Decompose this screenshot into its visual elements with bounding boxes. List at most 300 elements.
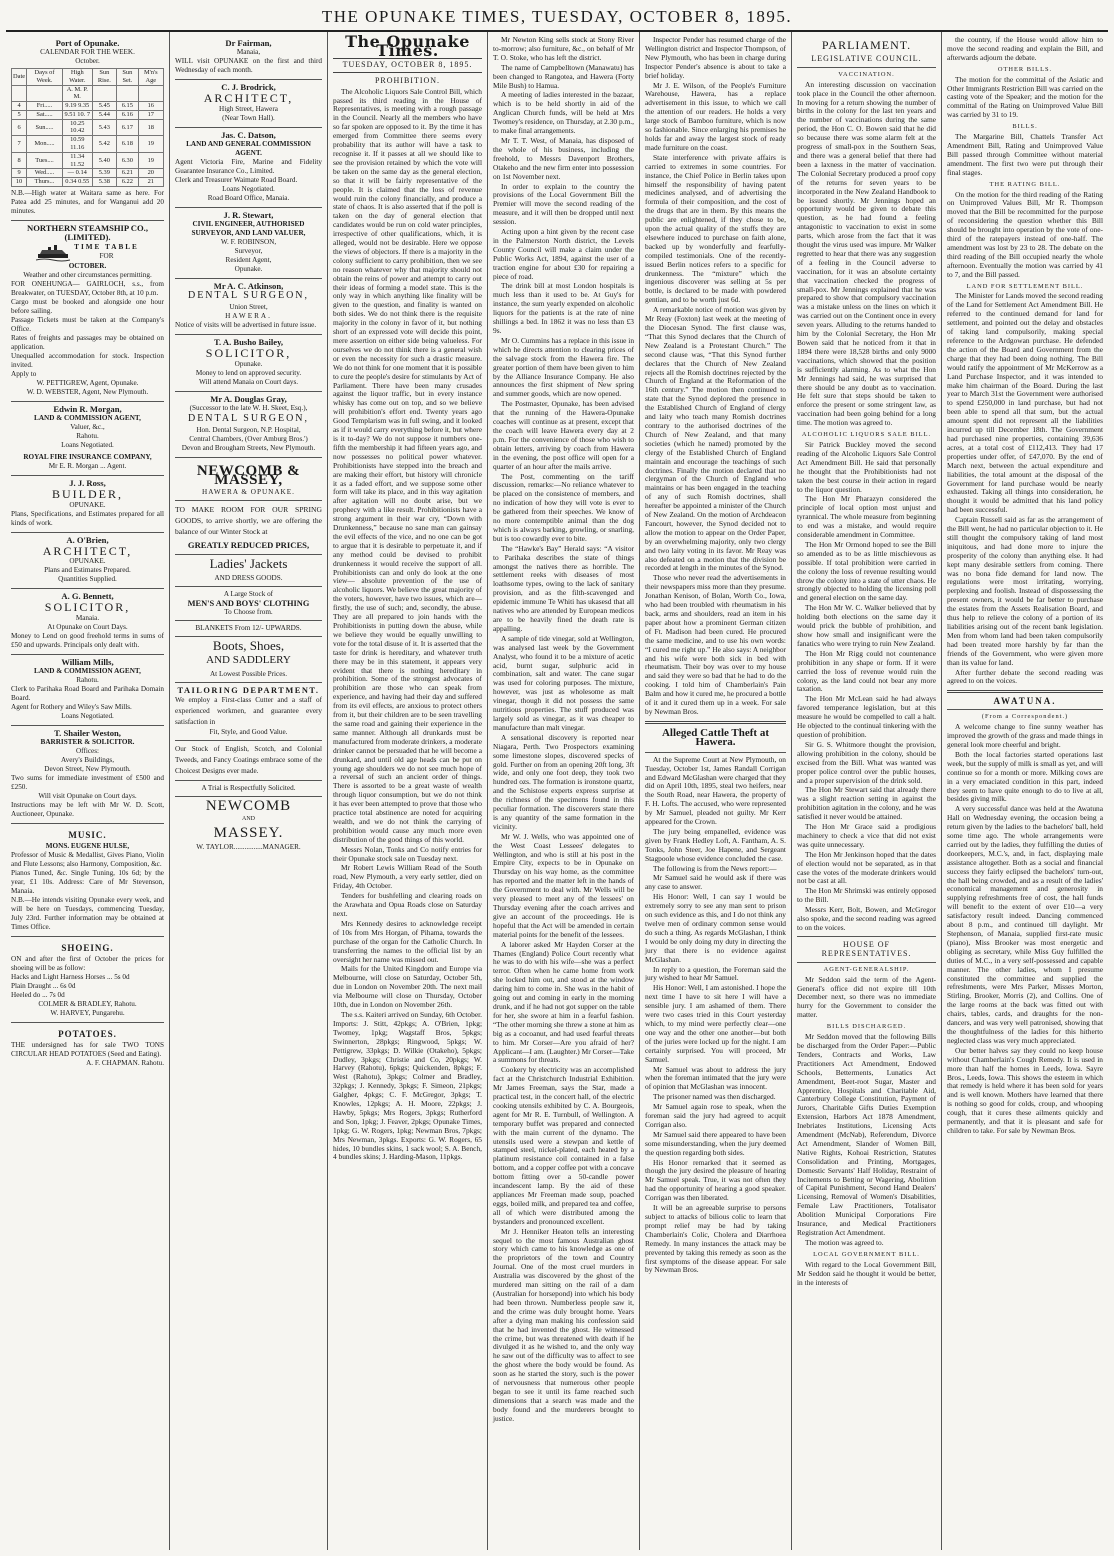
rating-bill-heading: THE RATING BILL. (989, 180, 1061, 188)
article-paragraph: His Honor: Well, I can say I would be extremely sorry to see any man sent to prison on such evidence as this, and I do not think any twelve men of ordinary common sense would do such a thing. As regards McGlashan, I think I would be only doing my duty in directing the jury that there is no evidence against McGlashan. (645, 892, 786, 964)
steamship-for: FOR (99, 251, 114, 260)
tide-cell: 6.30 (117, 152, 139, 169)
other-bills-heading: OTHER BILLS. (997, 65, 1053, 73)
nm-head-4: Boots, Shoes, (212, 637, 285, 653)
shoeing-body: ON and after the first of October the prices for shoeing will be as follow: (11, 954, 164, 972)
paper-title: The Opunake Times. (345, 32, 470, 60)
article-paragraph: The Hon Mr Rigg could not countenance prohibition in any shape or form. If it were carried the loss of revenue would ruin the colony, as the land could not bear any more taxation. (797, 648, 936, 694)
article-paragraph: Mr O. Cummins has a replace in this issue in which he directs attention to clearing prices of the salvage stock from the Hawera fire. The greater portion of them have been given to him by the Alliance Insurance Company. He also announces the first shipment of New spring and summer goods, which are now opened. (493, 335, 635, 399)
datson-title: LAND AND GENERAL COMMISSION AGENT. (186, 139, 311, 157)
datson-body-4: Road Board Office, Manaia. (207, 193, 290, 202)
news-body (645, 36, 786, 717)
awatuna-subtitle: (From a Correspondent.) (981, 713, 1069, 721)
article-paragraph: Mails for the United Kingdom and Europe via Melbourne, will close on Saturday, October 5th, due in London on November 20th. The next mail via Melbourne will close on Thursday, October 10th, due in London on November 26th. (333, 964, 482, 1010)
bailey-place: Opunake. (234, 360, 263, 369)
article-paragraph: Mr J. Henniker Heaton tells an interesting sequel to the most famous Australian ghost story which came to his knowledge as one of the proprietors of the town and Country Journal. One of the most cruel murders in Australia was discovered by the ghost of the murdered man sitting on the rail of a dam (Australian for horsepond) into which his body had been thrown. Numberless people saw it, and the crime was duly brought home. Years after a dying man making his confession said that he had invented the ghost. He witnessed the crime, but was threatened with death if he divulged it as he wished to, and the only way he saw out of the difficulty was to affect to see the ghost where the body would be found. As soon as he started the story, such is the power of nervousness that numerous other people began to see it until its fame reached such dimensions that a search was made and the body found and the murderers brought to justice. (493, 1226, 634, 1423)
fairman-ad (175, 36, 322, 80)
datson-body-1: Agent Victoria Fire, Marine and Fidelity Guarantee Insurance Co., Limited. (175, 157, 322, 175)
house-heading: HOUSE OF REPRESENTATIVES. (821, 939, 912, 958)
editorial-section-title: PROHIBITION. (374, 75, 441, 85)
article-paragraph: Sir Patrick Buckley moved the second reading of the Alcoholic Liquors Sale Control Act Amendment Bill. He said that personally he thought that the Prohibitionists had not taken the best course in their action in regard to the liquor question. (797, 439, 936, 494)
port-title: Port of Opunake. (55, 38, 120, 48)
tide-row (12, 169, 164, 178)
nm-signature-2: MASSEY. (213, 825, 284, 842)
morgan-ad (11, 402, 164, 476)
article-paragraph: The Margarine Bill, Chattels Transfer Act Amendment Bill, Rating and Unimproved Value Bill passed through Committee without material amendment. The first two were put through their final stages. (947, 132, 1103, 177)
datson-ad (175, 128, 322, 208)
article-paragraph: Mr W. J. Wells, who was appointed one of the West Coast Lessees' delegates to Wellington, and who is still at his post in the Empire City, expects to be in Opunake on Thursday on his way home, as the committee has reported and the matter left in the hands of the Government to deal with. Mr Wells will be very pleased to meet any of the lessees' on Thursday evening after the coach arrives and give an account of the proceedings. He is hopeful that the Act will be amended in certain material points for the benefit of the lessees. (493, 831, 634, 939)
article-paragraph: In reply to a question, the Foreman said the jury wished to hear Mr Samuel. (645, 964, 786, 983)
fairman-name: Dr Fairman, (225, 38, 272, 48)
other-bills-body (947, 76, 1103, 121)
atkinson-ad (175, 279, 322, 336)
article-paragraph: The Postmaster, Opunake, has been advised that the running of the Hawera-Opunake coaches will continue as at present, except that the coach will leave Hawera every day at 2 p.m. For the convenience of those who wish to obtain letters, arriving by coach from Hawera in the evening, the post office will open for a quarter of an hour after the mails arrive. (493, 399, 634, 471)
article-paragraph: A sensational discovery is reported near Niagara, Perth. Two Prospectors examining some limestone slopes, discovered specks of gold. Further on from an opening 20ft long, 3ft wide, and only one foot deep, they took two hundred ozs. The formation is ironstone quartz, and the Schistose experts express surprise at the richness of the specimens found in this peculiar formation. The discoverers state there is any quantity of the same formation in the vicinity. (493, 732, 634, 831)
ross-title: BUILDER, (52, 486, 123, 501)
column-7 (942, 32, 1108, 1550)
tide-cell: Mon..... (27, 136, 63, 153)
nm-place: HAWERA & OPUNAKE. (202, 487, 295, 496)
mills-body-1: Clerk to Parihaka Road Board and Parihaka Domain Board. (11, 685, 164, 703)
bills-discharged-para-2: The motion was agreed to. (805, 1237, 884, 1247)
weston-title: BARRISTER & SOLICITOR. (40, 738, 135, 747)
potatoes-signature: A. F. CHAPMAN. Rahotu. (86, 1058, 164, 1067)
tide-cell: 6.18 (117, 136, 139, 153)
article-paragraph: On the motion for the third reading of the Rating on Unimproved Values Bill, Mr R. Thompson moved that the Bill be recommitted for the purpose of reconsidering the question whether this Bill should be brought into operation by the vote of one-third of the ratepayers instead of one-half. The amendment was lost by 23 to 28. The debate on the third reading of the Bill occupied nearly the whole afternoon. Eventually the motion was carried by 41 to 7, and the Bill passed. (947, 189, 1103, 279)
datson-name: Jas. C. Datson, (221, 129, 276, 140)
potatoes-title: POTATOES. (58, 1028, 117, 1039)
steamship-row (11, 242, 164, 262)
article-paragraph: Sir G. S. Whitmore thought the provision, allowing prohibition in the colony, should be excised from the Bill. What was wanted was proper police control over the public houses, and a proper supervision of the drink sold. (797, 739, 936, 785)
weston-body-2: Will visit Opunake on Court days. (38, 792, 137, 801)
tide-header: Sun Set. (117, 68, 139, 85)
stewart-sub-3: Resident Agent, (225, 255, 272, 264)
brodrick-ad (175, 80, 322, 128)
ross-ad (11, 476, 164, 533)
tide-cell: 18 (138, 119, 163, 136)
datson-body-2: Clerk and Treasurer Waimate Road Board. (175, 175, 298, 184)
music-ad (11, 824, 164, 937)
article-paragraph: The motion for the committal of the Asiatic and Other Immigrants Restriction Bill was carried on the casting vote of the Speaker; and the motion for the committal of the Rating on Unimproved Value Bill was carried by 31 to 19. (947, 74, 1103, 120)
stewart-sub-2: Surveyor, (234, 246, 263, 255)
tide-cell: 6.17 (117, 119, 139, 136)
tide-cell: 7 (12, 136, 27, 153)
article-paragraph: An interesting discussion on vaccination took place in the Council the other afternoon. In moving for a return showing the number of births in the colony for the last ten years and the number of vaccinations during the same period, the Hon C. O. Bowen said that he did so because there was some alarm felt at the progress of small-pox in the Southern Seas, and there was a general belief that there had been a laxness in the matter of vaccination. The Colonial Secretary produced a proof copy of the returns for seven years to be incorporated in the New Zealand Handbook to be issued shortly. Mr Jennings hoped an opportunity would be given to debate this question, as he had found a feeling antagonistic to vaccination to exist in some parts, which arose from the fact that it was thought the virus used was impure. Mr Walker regretted to hear that there was any suggestion of a feeling in the Council adverse to vaccination, for it was an absolute certainty that vaccination checked the progress of small-pox. Mr Jennings explained that he was prepared to show that compulsory vaccination was a mistake unless on the lines on which it was carried out on the Continent once in every seven years. Alluding to the returns handed to him by the Colonial Secretary, the Hon Mr Bowen said that he noticed from it that in 1894 there were 18,528 births and only 9000 vaccinations, which showed that the position is sufficiently alarming. As to what the Hon Mr Jennings had said, he was surprised that there should be any doubt as to vaccination. He felt sure that steps should be taken to enforce the present or some stringent law, as vaccination had been going behind for a long time. The motion was agreed to. (797, 79, 936, 428)
tide-cell: 10.25 10.42 (62, 119, 92, 136)
bennett-body-1: At Opunake on Court Days. (47, 623, 128, 632)
vaccination-body (797, 81, 936, 428)
article-paragraph: the country, if the House would allow him to move the second reading and explain the Bill, and afterwards adjourn the debate. (947, 35, 1103, 62)
article-paragraph: Cookery by electricity was an accomplished fact at the Christchurch Industrial Exhibition. Mr James Freeman, says the Star, made a practical test, in the concert hall, of the electric cooking utensils exhibited by C. A. Bourgeois, agent for Mr R. E. Turnbull, of Wellington. A temporary buffet was prepared and connected with the main current of the dynamo. The utensils used were a stewpan and kettle of stamped steel, nickel-plated, each heated by a platinum resistance coil contained in a false bottom, and a copper coffee pot with a concave bottom fitting over a 50-candle power incandescent lamp. By the aid of these appliances Mr Freeman made soup, poached eggs, boiled milk, and prepared tea and coffee, all of which were distributed among the bystanders and pronounced excellent. (493, 1065, 634, 1226)
article-paragraph: A remarkable notice of motion was given by Mr Reay (Foxton) last week at the meeting of the Diocesan Synod. The first clause was, “That this Synod declares that the Church of New Zealand is a Protestant Church.” The second clause was, “That this Synod further declares that the Church of New Zealand rejects all the Romish doctrines rejected by the Church of England at the Reformation of the 16th century.” The motion then continued to state that the Synod deplored the presence in the Established Church of England of clergy and laity who teach many Romish doctrines contrary to the authorised doctrines of the Church of New Zealand, and that many societies (which he named) promoted by the clergy of the Established Church of England maintain and encourage the teachings of such doctrines. Finally the motion declared that no clergyman of the Church of England who maintains or has been engaged in the teaching of any of such Romish doctrines, shall hereafter be appointed a minister of the Church of New Zealand. On the motion of Archdeacon Fancourt, however, the Synod decided not to allow the motion to appear on the Order Paper, by an overwhelming majority, only two clergy and two laity voting in its favor. Mr Reay was also defeated on a motion that the division be recorded at length in the minutes of the Synod. (645, 305, 786, 573)
tide-cell: 5.39 (92, 169, 116, 178)
tide-cell: Sat..... (27, 110, 63, 119)
nm-head-4b: AND SADDLERY (206, 653, 291, 666)
article-paragraph: Those who never read the advertisements in their newspapers miss more than they presume. Jonathan Kenison, of Bolan, Worth Co., Iowa, who had been troubled with rheumatism in his back, arms and shoulders, read an item in his paper about how a prominent German citizen of Ft. Madison had been cured. He procured the same medicine, and to use his own words: “I cured me right up.” He also says: A neighbor and his wife were both sick in bed with rheumatism. Their boy was over to my house and said they were so bad that he had to do the cooking. I told him of Chamberlain's Pain Balm and how it cured me, he procured a bottle of it and it cured them up in a week. For sale by Newman Bros. (645, 573, 786, 716)
morgan-line-1: Valuer, &c., (70, 422, 105, 431)
steamship-title: NORTHERN STEAMSHIP CO., (LIMITED). (27, 223, 148, 242)
liquors-heading: ALCOHOLIC LIQUORS SALE BILL. (801, 431, 932, 439)
nm-signature-1: NEWCOMB (205, 797, 292, 814)
mills-place: Rahotu. (76, 676, 99, 685)
tide-cell: 19 (138, 136, 163, 153)
morgan-title: LAND & COMMISSION AGENT, (34, 413, 141, 422)
article-paragraph: His Honor: Well, I am astonished. I hope the next time I have to sit here I will have a sensible jury. I am ashamed of them. There were two cases tried in this Court yesterday which, to my mind were perfectly clear—one one way and the other one another—but both of the juries were locked up for the night. I am certainly surprised. You will proceed, Mr Samuel. (645, 983, 786, 1064)
tide-body (12, 102, 164, 187)
tide-cell: 5.42 (92, 136, 116, 153)
tide-cell: 4 (12, 102, 27, 111)
column-2 (170, 32, 328, 1550)
article-paragraph: Mr Newton King sells stock at Stony River to-morrow; also furniture, &c., on behalf of Mr T. O. Stoke, who has left the district. (493, 35, 634, 62)
article-paragraph: The Hon Mr Shrimski was entirely opposed to the Bill. (797, 886, 936, 905)
article-paragraph: Messrs Kerr, Bolt, Bowen, and McGregor also spoke, and the second reading was agreed to on the voices. (797, 905, 936, 932)
tide-cell: 5.45 (92, 102, 116, 111)
article-paragraph: The Hon Mr Ormond hoped to see the Bill so amended as to be as little mischievous as possible. If total prohibition were carried in the colony the loss of revenue resulting would throw the colony into a state of utter chaos. He strongly objected to holding the licensing poll and general election on the same day. (797, 539, 936, 603)
column-4 (488, 32, 640, 1550)
nm-head-1: GREATLY REDUCED PRICES, (187, 539, 310, 550)
article-paragraph: His Honor remarked that it seemed as though the jury desired the pleasure of hearing Mr Samuel speak. True, it was not often they had the opportunity of hearing a good speaker. Corrigan was then liberated. (645, 1157, 786, 1203)
calendar-month: October. (75, 56, 100, 65)
steamship-weather: Weather and other circumstances permitting. (23, 270, 152, 279)
tide-cell: Wed..... (27, 169, 63, 178)
article-paragraph: The Hon Mr McLean said he had always favored temperance legislation, but at this measure he would be compelled to call a halt. He objected to the continual tinkering with the question of prohibition. (797, 694, 936, 739)
tide-cell: 6.21 (117, 169, 139, 178)
tide-row (12, 152, 164, 169)
steamship-ad (11, 221, 164, 402)
ross-name: J. J. Ross, (69, 477, 106, 488)
column-5 (640, 32, 792, 1550)
steamship-apply: Apply to (11, 369, 37, 378)
tide-cell: Thurs... (27, 178, 63, 187)
columns (6, 32, 1108, 1550)
nm-line-1: A Large Stock of (223, 589, 274, 598)
steamship-storage: Unequalled accommodation for stock. Inspection invited. (11, 351, 164, 369)
article-paragraph: Mr T. T. West, of Manaia, has disposed of the whole of his business, including the freehold, to Messrs Davenport Brothers, Otakeho and the new firm enter into possession on 1st November next. (493, 135, 634, 181)
article-paragraph: The Post, commenting on the tariff discussion, remarks:—No reliance whatever to be placed on the consistence of members, and no indication of how they will vote is ever to be gathered from their speeches. We know of no more contemptible animal than the dog which is always barking, growling, or snarling, but is too cowardly ever to bite. (493, 471, 634, 543)
shoeing-item: Plain Draught ... 6s 0d (11, 981, 76, 990)
parliament-title: PARLIAMENT. (821, 38, 912, 52)
music-name: MONS. EUGENE HULSE, (45, 841, 130, 850)
morgan-name: Edwin R. Morgan, (53, 403, 122, 414)
tide-table (11, 68, 164, 187)
cattle-theft-title: Alleged Cattle Theft at Hawera. (661, 726, 770, 748)
tide-cell: Tues.... (27, 152, 63, 169)
gray-title: DENTAL SURGEON, (187, 413, 310, 425)
agent-generalship-para: Mr Seddon said the term of the Agent-General's office did not expire till 10th December next, so there was no immediate hurry for the Government to consider the matter. (797, 974, 936, 1020)
stewart-ad (175, 208, 322, 279)
fire-insurance-agent: Mr E. R. Morgan ... Agent. (48, 461, 127, 470)
article-paragraph: The prisoner named was then discharged. (653, 1092, 776, 1102)
potatoes-ad (11, 1023, 164, 1072)
steamship-timetable: TIME TABLE (74, 242, 139, 251)
weston-offices: Offices: (75, 747, 100, 756)
nm-head-2b: AND DRESS GOODS. (214, 573, 283, 582)
article-paragraph: A meeting of ladies interested in the bazaar, which is to be held shortly in aid of the Anglican Church funds, will be held at Mrs Twomey's residence, on Thursday, at 2.30 p.m., to make final arrangements. (493, 90, 634, 136)
column-3 (328, 32, 488, 1550)
morgan-line-2: Rahotu. (76, 431, 99, 440)
tide-cell: 5.38 (92, 178, 116, 187)
steamship-agent-1: W. PETTIGREW, Agent, Opunake. (36, 378, 139, 387)
port-calendar-ad (11, 36, 164, 221)
article-paragraph: Acting upon a hint given by the recent case in the Palmerston North district, the Levels County Council will make a claim under the Public Works Act, 1894, against the user of a traction engine for about £30 for repairing a piece of road. (493, 227, 634, 281)
editorial-body (333, 88, 482, 1163)
obrien-ad (11, 533, 164, 590)
article-paragraph: After further debate the second reading was agreed to on the voices. (947, 667, 1103, 686)
nm-title: NEWCOMB & MASSEY, (196, 462, 301, 488)
obrien-name: A. O'Brien, (66, 534, 109, 545)
article-paragraph: The Hon Mr Stewart said that already there was a slight reaction setting in against the prohibition agitation in the colony, and he was satisfied it never would be attained. (797, 785, 936, 822)
tide-cell: 9 (12, 169, 27, 178)
gray-ad (175, 392, 322, 458)
article-paragraph: In order to explain to the country the provisions of the Local Government Bill the Premier will move the second reading of the measure, and it will then be dropped until next session. (493, 181, 634, 227)
weston-ad (11, 726, 164, 824)
article-paragraph: Inspector Pender has resumed charge of the Wellington district and Inspector Thompson, of New Plymouth, who has been in charge during Inspector Pender's absence is about to take a brief holiday. (645, 35, 786, 80)
article-paragraph: Mr J. E. Wilson, of the People's Furniture Warehouse, Hawera, has a replace advertisement in this issue, to which we call the attention of our readers. He holds a very large stock of Bamboo furniture, which is now so fashionable. Since enlarging his premises he holds far and away the largest stock of ready made furniture on the coast. (645, 80, 786, 152)
article-paragraph: The drink bill at most London hospitals is much less than it used to be. At Guy's for instance, the sum yearly expended on alcoholic liquors for the patients is at the rate of nine shillings a bed. In 1862 it was no less than £3 9s. (493, 281, 634, 335)
tide-cell: 9.51 10. 7 (62, 110, 92, 119)
bills-heading: BILLS. (1012, 123, 1038, 131)
shoeing-title: SHOEING. (61, 942, 114, 953)
bailey-title: SOLICITOR, (205, 346, 292, 361)
tide-cell: 10 (12, 178, 27, 187)
awatuna-title: AWATUNA. (993, 696, 1057, 707)
ross-place: OPUNAKE. (69, 500, 106, 509)
gray-name: Mr A. Douglas Gray, (210, 394, 287, 405)
tide-row (12, 136, 164, 153)
tide-subheader: A. M. P. M. (62, 85, 92, 102)
gray-body-1: Hon. Dental Surgeon, N.P. Hospital, (196, 425, 301, 434)
tide-subheader-row (12, 85, 164, 102)
atkinson-title: DENTAL SURGEON, (187, 290, 310, 302)
bennett-body-2: Money to Lend on good freehold terms in sums of £50 and upwards. Principals only dealt with. (11, 632, 164, 650)
bailey-body-1: Money to lend on approved security. (195, 369, 302, 378)
mills-ad (11, 655, 164, 726)
steamship-icon (36, 242, 70, 262)
nm-line-6: A Trial is Respectfully Solicited. (201, 783, 296, 792)
stewart-name: J. R. Stewart, (223, 209, 274, 220)
ross-body: Plans, Specifications, and Estimates prepared for all kinds of work. (11, 509, 164, 527)
tide-cell: Sun..... (27, 119, 63, 136)
steamship-rates: Rates of freights and passages may be obtained on application. (11, 333, 164, 351)
tide-cell: 21 (138, 178, 163, 187)
land-settlement-body (947, 292, 1103, 686)
bailey-name: T. A. Busho Bailey, (213, 337, 284, 348)
stewart-sub-1: W. F. ROBINSON, (220, 237, 277, 246)
calendar-title: CALENDAR FOR THE WEEK. (40, 47, 135, 56)
potatoes-body: THE undersigned has for sale TWO TONS CIRCULAR HEAD POTATOES (Seed and Eating). (11, 1040, 164, 1058)
article-paragraph: The Hon Mr Pharazyn considered the principle of local option most unjust and tyrannical. The whole measure from beginning to end was a mistake, and would require considerable amendment in Committee. (797, 494, 936, 540)
brodrick-title: ARCHITECT, (203, 90, 294, 105)
nm-head-3: MEN'S AND BOYS' CLOTHING (187, 598, 310, 608)
tide-cell: 5.43 (92, 119, 116, 136)
mills-body-2: Agent for Rothery and Wiley's Saw Mills. (11, 703, 132, 712)
tide-header: Date (12, 68, 27, 85)
article-paragraph: The Hon Mr W. C. Walker believed that by holding both elections on the same day it would prick the bubble of prohibition, and show how small and insignificant were the fanatics who were trying to ruin New Zealand. (797, 603, 936, 648)
tide-cell: 17 (138, 110, 163, 119)
liquors-body (797, 441, 936, 933)
fairman-place: Manaia, (236, 47, 261, 56)
nm-body-2: We employ a First-class Cutter and a staff of experienced workmen, and guarantee every satisfaction in (175, 695, 322, 726)
steamship-cargo: Cargo must be booked and alongside one hour before sailing. (11, 297, 164, 315)
shoeing-signature-2: W. HARVEY, Pungarehu. (50, 1008, 125, 1017)
nm-body-1: TO MAKE ROOM FOR OUR SPRING GOODS, to arrive shortly, we are offering the balance of our Winter Stock at (175, 504, 322, 536)
council-subtitle: LEGISLATIVE COUNCIL. (811, 53, 922, 63)
nm-head-2: Ladies' Jackets (209, 555, 288, 571)
nm-line-3: BLANKETS From 12/- UPWARDS. (195, 623, 302, 632)
gray-body-2: Central Chambers, (Over Amburg Bros.') (189, 434, 308, 443)
tide-cell: 6.16 (117, 110, 139, 119)
vaccination-heading: VACCINATION. (838, 70, 895, 78)
stewart-title: CIVIL ENGINEER, AUTHORISED SURVEYOR, AND LAND VALUER, (191, 219, 306, 237)
tide-cell: 6 (12, 119, 27, 136)
obrien-place: OPUNAKE. (69, 557, 106, 566)
nm-line-2: To Choose from. (224, 607, 273, 616)
bills-discharged-para: Mr Seddon moved that the following Bills be discharged from the Order Paper:—Public Tenders, Contracts and Works, Law Practitioners Act Amendment, Endowed Schools, Betterments, Lunatics Act Amendment, Beet-root Sugar, Master and Apprentice, Hospitals and Charitable Aid, Canterbury College Constitution, Payment of Jurors, Charitable Gifts Duties Exemption Extension, Harbors Act 1878 Amendment, Inebriates Institutions, Licensing Acts Amendment (McNab), Referendum, Divorce Act Amendment, Slander of Women Bill, Native Rights, Kohoai Restriction, Statutes Consolidation and Printing, Mortgages, Domestic Servants' Half Holiday, Restraint of Incitements to Betting or Wagering, Abolition of Capital Punishment, Second Hand Dealers' Licensing, Removal of Women's Disabilities, Female Law Practitioners, Totalisator Abolition Municipal Corporations Fire Insurance, and Medical Practitioners Registration Act Amendment. (797, 1032, 936, 1237)
music-title: MUSIC. (68, 830, 107, 841)
article-paragraph: Captain Russell said as far as the arrangement of the Bill went, he had no particular objection to it. He still thought the compulsory taking of land most iniquitous, and had done more to injure the prosperity of the colony than anything else. It had kept many desirable settlers from coming. There was no bona fide demand for land now. The regulations were most irritating, worrying, perplexing and foolish. Instead of dispossessing the present owners, it would be far better to purchase the estates from the Assets Realisation Board, and thus help to relieve the colony of a portion of its liabilities arising out of the recent bank legislation. Men from whom land had been taken compulsorily had been treated more harshly by far than the friends of the Government, who were given more than its value for land. (947, 515, 1103, 667)
tide-row (12, 102, 164, 111)
article-paragraph: The following is from the News report:— (653, 863, 777, 873)
article-paragraph: Tenders for bushfelling and clearing roads on the Arawhata and Opua Roads close on Saturday next. (333, 891, 482, 918)
bennett-name: A. G. Bennett, (61, 591, 114, 602)
bennett-ad (11, 589, 164, 655)
article-paragraph: It will be an agreeable surprise to persons subject to attacks of bilious colic to learn that prompt relief may be had by taking Chamberlain's Colic, Cholera and Diarrhoea Remedy. In many instances the attack may be prevented by taking this remedy as soon as the first symptoms of the disease appear. For sale by Newman Bros. (645, 1203, 786, 1275)
tide-header: Days of Week. (27, 68, 63, 85)
bills-discharged-heading: BILLS DISCHARGED. (826, 1023, 907, 1031)
mills-body-3: Loans Negotiated. (61, 712, 114, 721)
shoeing-signature-1: COLMER & BRADLEY, Rahotu. (38, 999, 137, 1008)
nm-line-5: Fit, Style, and Good Value. (209, 727, 288, 736)
local-government-para: With regard to the Local Government Bill, Mr Seddon said he thought it would be better, in the interests of (797, 1259, 936, 1287)
tide-header-row (12, 68, 164, 85)
article-paragraph: Our better halves say they could no keep house without Chamberlain's Cough Remedy. It is used in more than half the homes in Leeds, Iowa. Sayre Bros., Leeds, Iowa. This shows the esteem in which that remedy is held where it has been sold for years and is well known. Mothers have learned that there is nothing so good for colds, croup, and whooping cough, that it cures these ailments quickly and permanently, and that it is pleasant and safe for children to take. For sale by Newman Bros. (947, 1045, 1103, 1135)
obrien-body-2: Quantities Supplied. (58, 575, 117, 584)
bailey-body-2: Will attend Manaia on Court days. (198, 378, 299, 387)
stewart-sub-4: Opunake. (234, 264, 263, 273)
article-paragraph: Messrs Nolan, Tonks and Co notify entries for their Opunake stock sale on Tuesday next. (333, 844, 482, 863)
weston-name: T. Shailer Weston, (54, 728, 121, 739)
bailey-ad (175, 335, 322, 392)
article-paragraph: Both the local factories started operations last week, but the supply of milk is small as yet, and will continue so for a month or more. Milking cows are in a very emaciated condition in this part, indeed they seem to have quite enough to do to live at all, besides giving milk. (947, 749, 1103, 804)
mills-name: William Mills, (61, 657, 114, 668)
tide-cell: 10.59 11.16 (62, 136, 92, 153)
nm-body-3: Our Stock of English, Scotch, and Colonial Tweeds, and Fancy Coatings embrace some of the Choicest Designs ever made. (175, 744, 322, 775)
atkinson-place: HAWERA. (225, 312, 272, 321)
local-government-heading: LOCAL GOVERNMENT BILL. (813, 1250, 920, 1258)
tide-cell: 6.15 (117, 102, 139, 111)
weston-addr-2: Devon Street, New Plymouth. (44, 765, 131, 774)
tide-cell: 11.34 11.52 (62, 152, 92, 169)
atkinson-body: Notice of visits will be advertised in future issue. (175, 321, 317, 330)
article-paragraph: At the Supreme Court at New Plymouth, on Tuesday, October 1st, James Randall Corrigan and Edward McGlashan were charged that they did on April 10th, 1895, steal two heifers, near the South Road, near Hawera, the property of F. H. Lofts. The accused, who were represented by Mr Samuel, pleaded not guilty. Mr Kerr appeared for the Crown. (645, 754, 786, 827)
article-paragraph: Mr Samuel said he would ask if there was any case to answer. (645, 873, 786, 892)
tide-cell: — 0.14 (62, 169, 92, 178)
column-6 (792, 32, 942, 1550)
article-paragraph: The Hon Mr Jenkinson hoped that the dates of election would not be separated, as in that case the votes of the moderate drinkers would not be cast at all. (797, 849, 936, 886)
morgan-line-3: Loans Negotiated. (61, 440, 114, 449)
tide-header: Sun Rise. (92, 68, 116, 85)
tide-row (12, 110, 164, 119)
brodrick-addr-2: (Near Town Hall). (222, 113, 275, 122)
shoeing-ad (11, 937, 164, 1023)
tide-note: N.B.—High water at Waitara same as here. For Patea add 25 minutes, and for Wanganui add 20 minutes. (11, 189, 164, 216)
article-paragraph: A very successful dance was held at the Awatuna Hall on Wednesday evening, the occasion being a return given by the ladies to the bachelors' ball, held some time ago. The whole arrangements were carried out by the ladies, they fulfilling the duties of doorkeepers, M.C.'s, and, in fact, displaying male assistance altogether. Both as a social and financial success they fairly eclipsed the bachelors' turn-out, the hall being crowded, and as a result of the ladies' economical management and generosity in supplying refreshments free of cost, the hall funds will benefit to the extent of over £10—a very satisfactory result indeed. Dancing commenced about 8 p.m., and continued till daylight. Mr Stephenson, of Manaia, supplied first-rate music (piano), Miss Brooker was most energetic and obliging as secretary, while Miss Guy fulfilled the duties of M.C., in a very self-possessed and capable manner. The other ladies, whom I presume constituted the committee and supplied the refreshments, were Mrs Parker, Misses Morton, Stirling, Brooker, Morris (2), and Collins. One of the large rooms at the back was fitted out with chairs, tables, cards, and draughts for the non-dancers, and was very well patronised, showing that the thoughtfulness of the ladies for this hitherto neglected class was very much appreciated. (947, 804, 1103, 1045)
article-paragraph: The Minister for Lands moved the second reading of the Land for Settlement Act Amendment Bill. He referred to the continued demand for land for settlement, and pointed out the delay and obstacles of taking land compulsorily, making special reference to the Ardgowan purchase. He defended the action of the Board and Government from the charge that they had been doing nothing. The Bill would ratify the appointment of Mr McKerrow as a Land Purchase Inspector, and it was intended to make him chairman of the Board. During the last year to March 31st the Government were authorised to spend £250,000 in land purchase, but had not been able to spend all that sum, but the actual amount spent did not represent all the liabilities incurred up till December 18th. The Government had purchased nine properties, containing 39,636 acres, at a total cost of £112,413. They had 17 properties under offer, of £47,070. By the end of March next, between the actual expenditure and liabilities, the total amount at the disposal of the Government for land purchase would be nearly exhausted. Taking all things into consideration, he thought it would be admitted that his land policy had been successful. (947, 291, 1103, 515)
article-paragraph: Mrs Kennedy desires to acknowledge receipt of 10s from Mrs Horgan, of Pihama, towards the purchase of the organ for the Catholic Church. In transferring the names to the official list by an oversight her name was missed out. (333, 918, 482, 964)
cattle-theft-body (645, 756, 786, 1276)
bennett-place: Manaia. (75, 614, 100, 623)
nm-signature-and: AND (242, 816, 255, 823)
tide-row (12, 119, 164, 136)
article-paragraph: The s.s. Kaiteri arrived on Sunday, 6th October. Imports: J. Stitt, 42pkgs; A. O'Brien, 1pkg; Twomey, 1pkg; Wagstaff Bros, 5pkgs; Swinnerton, 28pkgs; Ringwood, 5pkgs; W. Pettigrew, 33pkgs; D. Wilkie (Otakeho), 5pkgs; Dudley, 3pkgs; Christie and Co, 20pkgs; W. Harvey (Rahotu), 6pkgs; Quickenden, 8pkgs; F. West (Rahotu), 3pkgs; Colmer and Bradley, 32pkgs; J. Kennedy, 3pkgs; F. Simeon, 21pkgs; Galgher, 4pkgs; C. F. McGregor, 3pkgs; T. Knowles, 12pkgs; A. H. Moore, 22pkgs; J. Hawby, 5pkgs; Mrs Rogers, 3pkgs; Rutherford and Son, 1pkg; J. Feaver, 2pkgs; Opunake Times, 1pkg; G. W. Rogers, 1pkg; Newman Bros, 7pkgs; Mrs Newman, 3pkgs. Exports: G. W. Rogers, 65 hides, 10 bundles skins, 1 sack wool; S. A. Bench, 4 bundles skins; J. Harding-Mason, 11pkgs. (333, 1009, 482, 1162)
tide-cell: 9.19 9.35 (62, 102, 92, 111)
nm-line-4: At Lowest Possible Prices. (209, 669, 288, 678)
atkinson-addr: Union Street, (229, 303, 268, 312)
article-paragraph: The Hon Mr Grace said a prodigious machinery to check a vice that did not exist was quite unnecessary. (797, 822, 936, 849)
tide-cell: 5.44 (92, 110, 116, 119)
rating-bill-body (947, 191, 1103, 280)
editorial-dateline: TUESDAY, OCTOBER 8, 1895. (333, 58, 482, 73)
tide-header: M'n's Age (138, 68, 163, 85)
tide-row (12, 178, 164, 187)
nm-manager: W. TAYLOR................MANAGER. (196, 843, 301, 852)
article-paragraph: The name of Campbelltown (Manawatu) has been changed to Rangotea, and Hawera (Forty Mile Bush) to Hamua. (493, 62, 634, 90)
shoeing-item: Hacks and Light Harness Horses ... 5s 0d (11, 972, 130, 981)
awatuna-body (947, 723, 1103, 1136)
weston-body-3: Instructions may be left with Mr W. D. Scott, Auctioneer, Opunake. (11, 801, 164, 819)
article-paragraph: Mr Samuel again rose to speak, when the foreman said the jury had agreed to acquit Corrigan also. (645, 1102, 786, 1129)
steamship-agent-2: W. D. WEBSTER, Agent, New Plymouth. (26, 387, 149, 396)
bills-body (947, 133, 1103, 178)
land-settlement-heading: LAND FOR SETTLEMENT BILL. (966, 282, 1084, 290)
tide-cell: 6.22 (117, 178, 139, 187)
gray-sub: (Successor to the late W. H. Skeet, Esq.), (189, 404, 308, 413)
newcomb-massey-ad (175, 458, 322, 856)
tide-header: High Water. (62, 68, 92, 85)
article-paragraph: The “Hawke's Bay” Herald says: “A visitor to Parihaka describes the state of things amongst the natives there as horrible. The settlement reeks with diseases of most loathsome types, owing to the lack of sanitary provision, and as the filth-scavenged and epidemic immune Te Whiti has ukasesd that all natives who are attended by European medicos are to be heavily fined the death rate is appalling. (493, 543, 634, 633)
parliament-continued (947, 36, 1103, 63)
shoeing-item: Heeled do ... 7s 0d (11, 990, 65, 999)
local-news-body (493, 36, 634, 1424)
tide-cell: 19 (138, 152, 163, 169)
article-paragraph: State interference with private affairs is carried to extremes in some countries. For instance, the Chief Police in Berlin takes upon himself the responsibility of having patent medicines analysed, and of advertising the formula of their composition, and the cost of the drugs that are in them. By this means the public are enlightened, if they chose to be, upon the actual quality of the stuffs they are elsewhere induced to purchase on faith alone, backed up by wonderfully and fearfully-compiled testimonials. One of the recently-issued Berlin notices refers to a specific for drunkenness. The “mixture” which the ingenious discoverer was selling at 5s per bottle, is declared to be made with powdered gentian, and to be worth just 6d. (645, 152, 786, 305)
tide-cell: Fri..... (27, 102, 63, 111)
article-paragraph: The Alcoholic Liquors Sale Control Bill, which passed its third reading in the House of Representatives, is meeting with a rough passage in the Council. Nearly all the members who have so far spoken are opposed to it. By the time it has emerged from Committee there seems every probability that its author will have a task to recognise it. If it passes at all we should like to see the provision retained by which the vote will be taken on the same day as the general election, so that it will be fairly representative of the people. It is claimed that the loss of revenue would ruin the colony financially, and produce a state of chaos. It is also asserted that if the poll is taken on the day of general election that candidates would be run on cold water principles, irrespective of other qualifications, which, it is alleged, would not be desirable. Here we oppose the views of objectors. If there is a majority in the colony sufficient to carry prohibition, then we see no reason whatever why that majority should not obtain the reins of power and attempt to carry out their ideas of forming a model state. This is the only way in which anything like finality will be given to the question, and finality is wanted on both sides. We do not think there is the requisite majority in the colony in favor of it, but nothing short of an expressed vote will decide this point, mere assertion on either side being valueless. For ourselves we do not think there is a general wish or even the necessity for such a drastic measure. We do not think for one moment that it is possible to cure the people's desire for stimulants by Act of Parliament. There have been many crusades against the liquor traffic, but in every instance whisky has come out on top, and so we believe will prohibition's effort end. Twenty years ago Good Templarism was in full swing, and it looked as if it would carry everything before it, but where is it to-day? We do not suppose it numbers one-fifth the membership it had fifteen years ago, and now possesses no political power whatever. Prohibitionists have stepped into the breach and are making their effort, but history will chronicle it as a faded effort, and we suppose some other form will take its place, and in this way agitation after agitation will no doubt arise, but we prophecy with a like result. Prohibitionists have a strong argument in their war cry, “Down with Drunkenness,” because no sane man can gainsay the evil effects of the vice, and no one can be got to argue that it is desirable to perpetuate it, and if any method could be devised to prohibit drunkenness it would receive the support of all. Prohibitionists can and only do look at the one view— absolute prevention of the use of alcoholic liquors. We believe the great majority of the voters, however, have two issues, which are—firstly, the use of such; and, secondly, the abuse. They are all prepared to join hands with the Prohibitionists in putting down the abuse, while we believe they would be equally unwilling to vote for the total disuse of it. It is asserted that the taste for drink is hereditary, and whatever truth there may be in this statement, it appears very evident that there is nothing hereditary in prohibition. Some of the strongest advocates of prohibition are those who can speak from experience, and having had their day and suffered from its evil effects, are anxious to protect others from it, but their children are to be seen travelling the same road and gaining their experience in the same manner. Although all drunkards must be manufactured from moderate drinkers, a moderate drinker cannot be persuaded that he will become a drunkard, and until old age heads can be put on young age shoulders we do not see much hope of a reversal of such an ancient order of things. There is assorted to be a great waste of wealth through liquor consumption, but we do not think it has ever been attempted to prove that those who practice total abstinence are noted for acquiring wealth, and we do not think the carrying of prohibition would cause any much more even distribution of the good things of this world. (333, 86, 482, 844)
tide-cell: 0.34 0.55 (62, 178, 92, 187)
datson-body-3: Loans Negotiated. (222, 184, 275, 193)
tide-cell: 16 (138, 102, 163, 111)
mills-title: LAND & COMMISSION AGENT, (34, 667, 141, 676)
brodrick-name: C. J. Brodrick, (221, 81, 276, 92)
masthead: THE OPUNAKE TIMES, TUESDAY, OCTOBER 8, 1895. (6, 4, 1108, 32)
steamship-month: OCTOBER. (68, 261, 107, 270)
bennett-title: SOLICITOR, (44, 600, 131, 615)
tide-cell: 8 (12, 152, 27, 169)
obrien-title: ARCHITECT, (42, 543, 133, 558)
fairman-body: WILL visit OPUNAKE on the first and third Wednesday of each month. (175, 56, 322, 74)
column-1 (6, 32, 170, 1550)
music-body-3: N.B.—He intends visiting Opunake every week, and will be here on Tuesdays, commencing Tuesday, July 23rd. Further information may be obtained at Times Office. (11, 895, 164, 931)
article-paragraph: Mr Samuel said there appeared to have been some misunderstanding, when the jury deemed the question regarding both sides. (645, 1129, 786, 1157)
atkinson-name: Mr A. C. Atkinson, (213, 280, 284, 291)
steamship-passage: Passage Tickets must be taken at the Company's Office. (11, 315, 164, 333)
article-paragraph: A sample of tide vinegar, sold at Wellington, was analysed last week by the Government Analyst, who found it to be a mixture of acetic acid, burnt sugar, sulphuric acid in combination, salt and water. The cane sugar was used for coloring purposes. The mixture, however, was just as wholesome as malt vinegar, though it did not possess the same nutritious properties. The stuff produced was largely sold as vinegar, as it was cheaper to manufacture than malt vinegar. (493, 633, 634, 732)
weston-addr-1: Avery's Buildings, (60, 756, 115, 765)
tide-cell: 5 (12, 110, 27, 119)
tide-cell: 5.40 (92, 152, 116, 169)
brodrick-addr: High Street, Hawera (219, 104, 278, 113)
agent-generalship-heading: AGENT-GENERALSHIP. (823, 965, 910, 973)
